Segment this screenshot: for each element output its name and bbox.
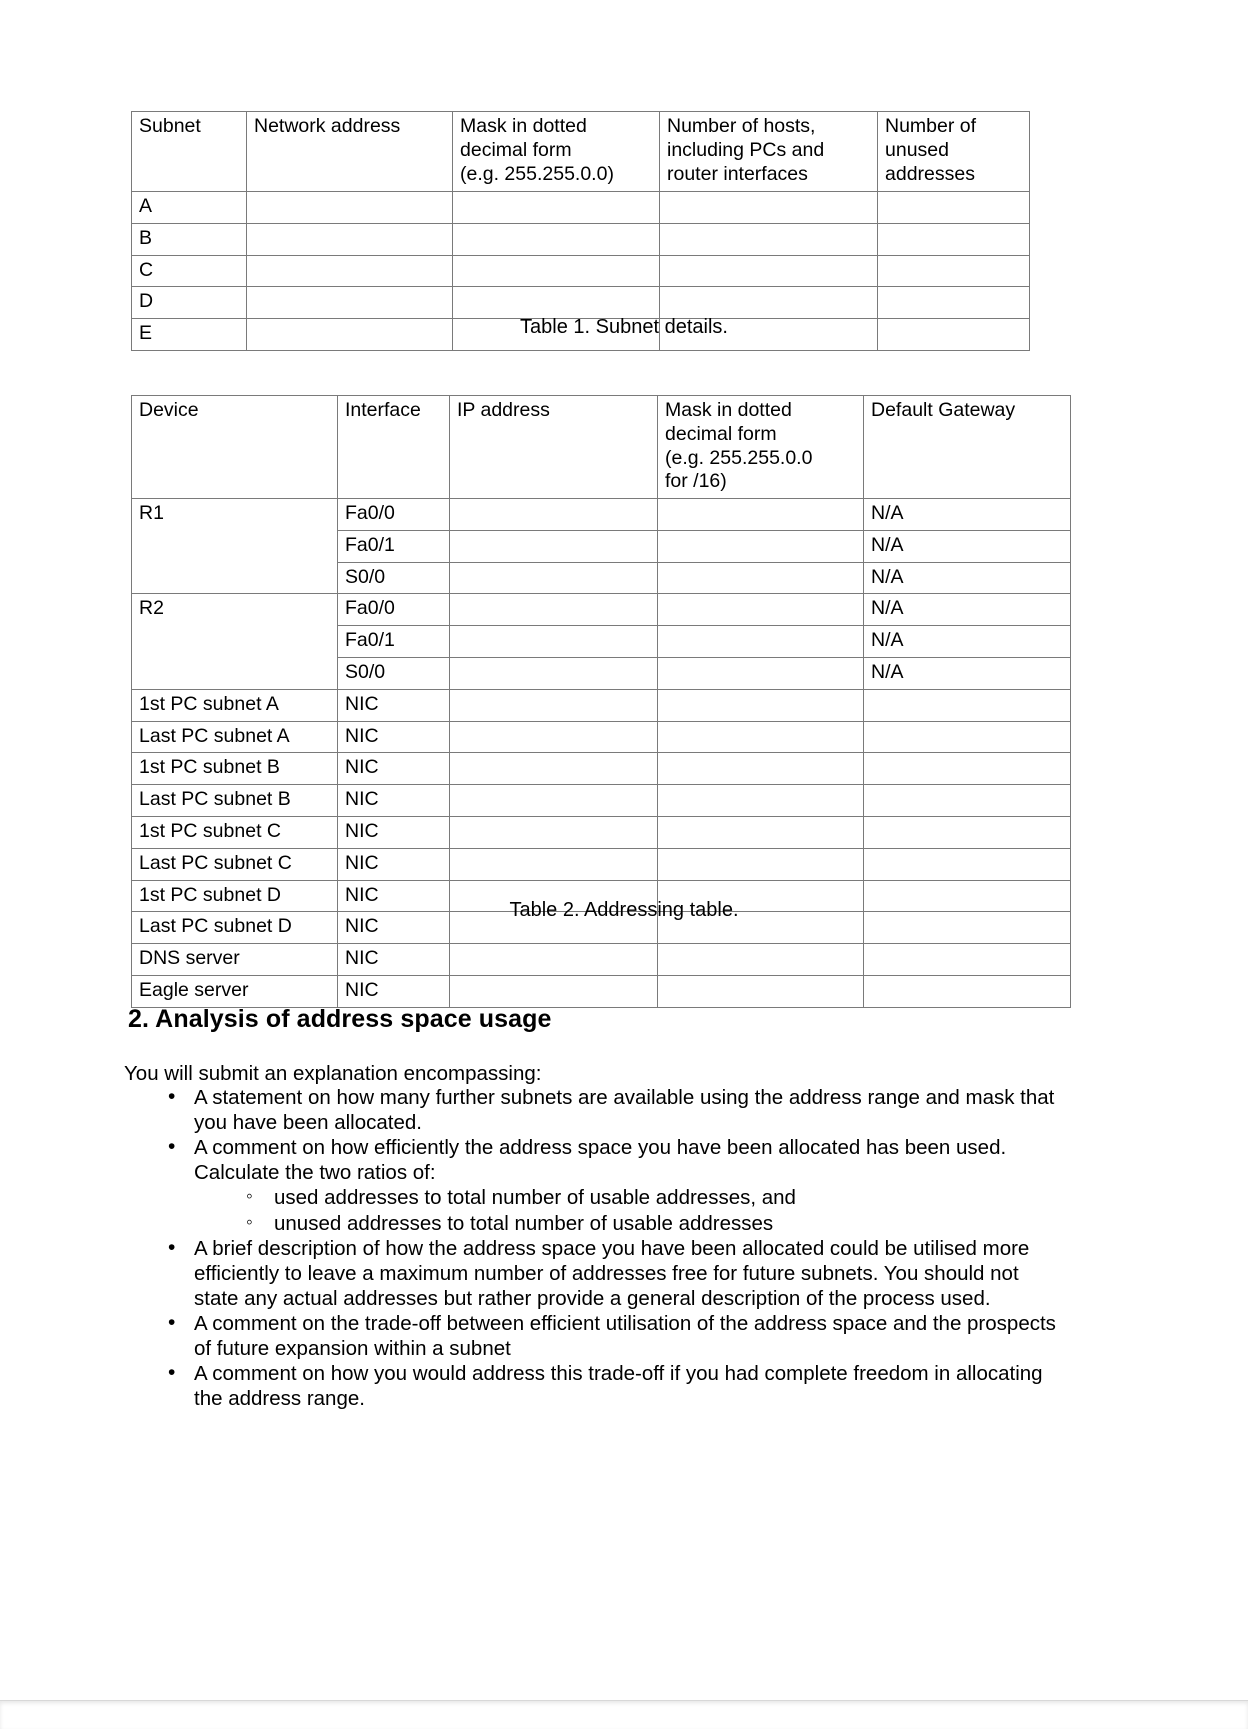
cell-ip[interactable] [450,721,658,753]
cell-unused[interactable] [878,287,1030,319]
cell-ip[interactable] [450,562,658,594]
cell-ip[interactable] [450,689,658,721]
table1-header-mask [453,112,660,192]
cell-gateway: N/A [864,562,1071,594]
cell-ip[interactable] [450,499,658,531]
cell-network-address[interactable] [247,223,453,255]
cell-mask[interactable] [453,287,660,319]
cell-interface: NIC [338,912,450,944]
header-line: for /16) [665,470,727,493]
cell-gateway: N/A [864,658,1071,690]
list-item-text: A comment on how efficiently the address space you have been allocated has been used. Calculate the two ratios of: [194,1136,1007,1185]
table2-header-interface [338,396,450,499]
header-line: unused [885,138,949,161]
cell-ip[interactable] [450,594,658,626]
cell-interface: S0/0 [338,562,450,594]
table-row [132,255,1030,287]
cell-device: Last PC subnet C [132,848,338,880]
cell-mask[interactable] [453,223,660,255]
cell-mask[interactable] [658,848,864,880]
cell-ip[interactable] [450,848,658,880]
table-row [132,689,1071,721]
table-row [132,975,1071,1007]
cell-gateway: N/A [864,530,1071,562]
cell-ip[interactable] [450,816,658,848]
cell-unused[interactable] [878,255,1030,287]
table-row [132,192,1030,224]
table-row [132,594,1071,626]
page-bottom-edge [0,1700,1248,1729]
cell-gateway[interactable] [864,689,1071,721]
cell-gateway[interactable] [864,753,1071,785]
cell-network-address[interactable] [247,192,453,224]
list-item [246,1211,1058,1236]
header-line: router interfaces [667,162,808,185]
header-line: (e.g. 255.255.0.0 [665,446,813,469]
cell-ip[interactable] [450,975,658,1007]
cell-interface: NIC [338,689,450,721]
table1-header-hosts [660,112,878,192]
table-row [132,721,1071,753]
header-line: Mask in dotted [460,115,587,137]
header-line: Default Gateway [871,399,1016,421]
cell-ip[interactable] [450,626,658,658]
cell-subnet: E [132,319,247,351]
cell-mask[interactable] [658,944,864,976]
list-item-text: used addresses to total number of usable addresses, and [274,1186,796,1210]
cell-mask[interactable] [658,753,864,785]
header-line: Network address [254,115,401,137]
cell-interface: Fa0/1 [338,626,450,658]
header-line: decimal form [460,138,572,161]
table-row [132,287,1030,319]
cell-mask[interactable] [658,721,864,753]
cell-interface: S0/0 [338,658,450,690]
cell-mask[interactable] [658,975,864,1007]
cell-interface: NIC [338,816,450,848]
cell-subnet: B [132,223,247,255]
table2-header-default-gateway [864,396,1071,499]
cell-interface: NIC [338,753,450,785]
cell-hosts[interactable] [660,223,878,255]
cell-mask[interactable] [658,562,864,594]
page-title: 2. Analysis of address space usage [128,1005,552,1033]
table-row [132,816,1071,848]
list-item [168,1135,1058,1235]
table-row [132,848,1071,880]
cell-gateway[interactable] [864,816,1071,848]
cell-device: Eagle server [132,975,338,1007]
list-item-text: A statement on how many further subnets are available using the address range and mask that you have been allocated. [194,1086,1055,1135]
table2-caption: Table 2. Addressing table. [509,899,739,921]
cell-gateway: N/A [864,594,1071,626]
table2-header-mask [658,396,864,499]
table-row [132,753,1071,785]
cell-ip[interactable] [450,785,658,817]
cell-network-address[interactable] [247,255,453,287]
cell-device: Last PC subnet D [132,912,338,944]
table-row [132,785,1071,817]
cell-subnet: A [132,192,247,224]
cell-mask[interactable] [658,816,864,848]
cell-gateway[interactable] [864,975,1071,1007]
cell-mask[interactable] [658,530,864,562]
cell-unused[interactable] [878,192,1030,224]
cell-mask[interactable] [658,594,864,626]
header-line: Number of [885,115,977,137]
cell-gateway[interactable] [864,785,1071,817]
cell-mask[interactable] [658,785,864,817]
table1-header-network-address [247,112,453,192]
header-line: Subnet [139,115,201,137]
cell-device: R1 [132,499,338,594]
header-line: Number of hosts, [667,115,816,137]
table-row [132,944,1071,976]
header-line: decimal form [665,422,777,445]
cell-device: DNS server [132,944,338,976]
cell-device: Last PC subnet A [132,721,338,753]
table1-caption: Table 1. Subnet details. [520,316,728,338]
cell-hosts[interactable] [660,287,878,319]
table1-header-row [132,112,1030,192]
cell-mask[interactable] [453,255,660,287]
table2-header-device [132,396,338,499]
analysis-sub-list [194,1185,1058,1235]
table-row [132,223,1030,255]
cell-device: 1st PC subnet C [132,816,338,848]
table-row [132,499,1071,531]
header-line: Mask in dotted [665,399,792,421]
cell-hosts[interactable] [660,255,878,287]
cell-device: Last PC subnet B [132,785,338,817]
table1-header-subnet [132,112,247,192]
table1-header-unused [878,112,1030,192]
header-line: (e.g. 255.255.0.0) [460,162,614,185]
table2-header-ip-address [450,396,658,499]
cell-ip[interactable] [450,530,658,562]
header-line: Interface [345,399,421,421]
cell-gateway[interactable] [864,944,1071,976]
cell-gateway: N/A [864,499,1071,531]
cell-mask[interactable] [453,192,660,224]
cell-mask[interactable] [658,626,864,658]
cell-gateway[interactable] [864,721,1071,753]
cell-device: 1st PC subnet A [132,689,338,721]
section-intro-text: You will submit an explanation encompassing: [124,1062,542,1085]
cell-subnet: C [132,255,247,287]
cell-mask[interactable] [658,658,864,690]
cell-interface: NIC [338,944,450,976]
header-line: including PCs and [667,138,825,161]
cell-interface: NIC [338,880,450,912]
table2-header-row [132,396,1071,499]
cell-gateway: N/A [864,626,1071,658]
cell-interface: NIC [338,975,450,1007]
cell-interface: NIC [338,785,450,817]
cell-unused[interactable] [878,223,1030,255]
cell-interface: Fa0/0 [338,594,450,626]
cell-interface: Fa0/0 [338,499,450,531]
list-item-text: unused addresses to total number of usable addresses [274,1211,774,1235]
list-item [246,1185,1058,1210]
cell-network-address[interactable] [247,287,453,319]
header-line: IP address [457,399,550,421]
cell-ip[interactable] [450,753,658,785]
cell-interface: Fa0/1 [338,530,450,562]
cell-gateway[interactable] [864,848,1071,880]
header-line: addresses [885,162,975,185]
list-item [168,1085,1058,1135]
cell-interface: NIC [338,721,450,753]
cell-device: 1st PC subnet B [132,753,338,785]
cell-interface: NIC [338,848,450,880]
subnet-details-table [131,111,1030,351]
cell-mask[interactable] [658,499,864,531]
list-item-text: A comment on the trade-off between efficient utilisation of the address space and the prospects of future expansion within a subnet [194,1311,1056,1361]
list-item [168,1311,1058,1361]
cell-ip[interactable] [450,944,658,976]
header-line: Device [139,399,199,421]
cell-hosts[interactable] [660,192,878,224]
list-item-text: A brief description of how the address space you have been allocated could be utilised more efficiently to leave a maximum number of addresses free for future subnets. You should not state any actual addresses but rather provide a general description of the process used. [194,1236,1030,1310]
cell-mask[interactable] [658,689,864,721]
list-item [168,1361,1058,1411]
list-item [168,1236,1058,1311]
list-item-text: A comment on how you would address this trade-off if you had complete freedom in allocating the address range. [194,1362,1043,1411]
cell-device: 1st PC subnet D [132,880,338,912]
cell-subnet: D [132,287,247,319]
cell-device: R2 [132,594,338,689]
cell-ip[interactable] [450,658,658,690]
analysis-bullet-list [124,1085,1058,1411]
